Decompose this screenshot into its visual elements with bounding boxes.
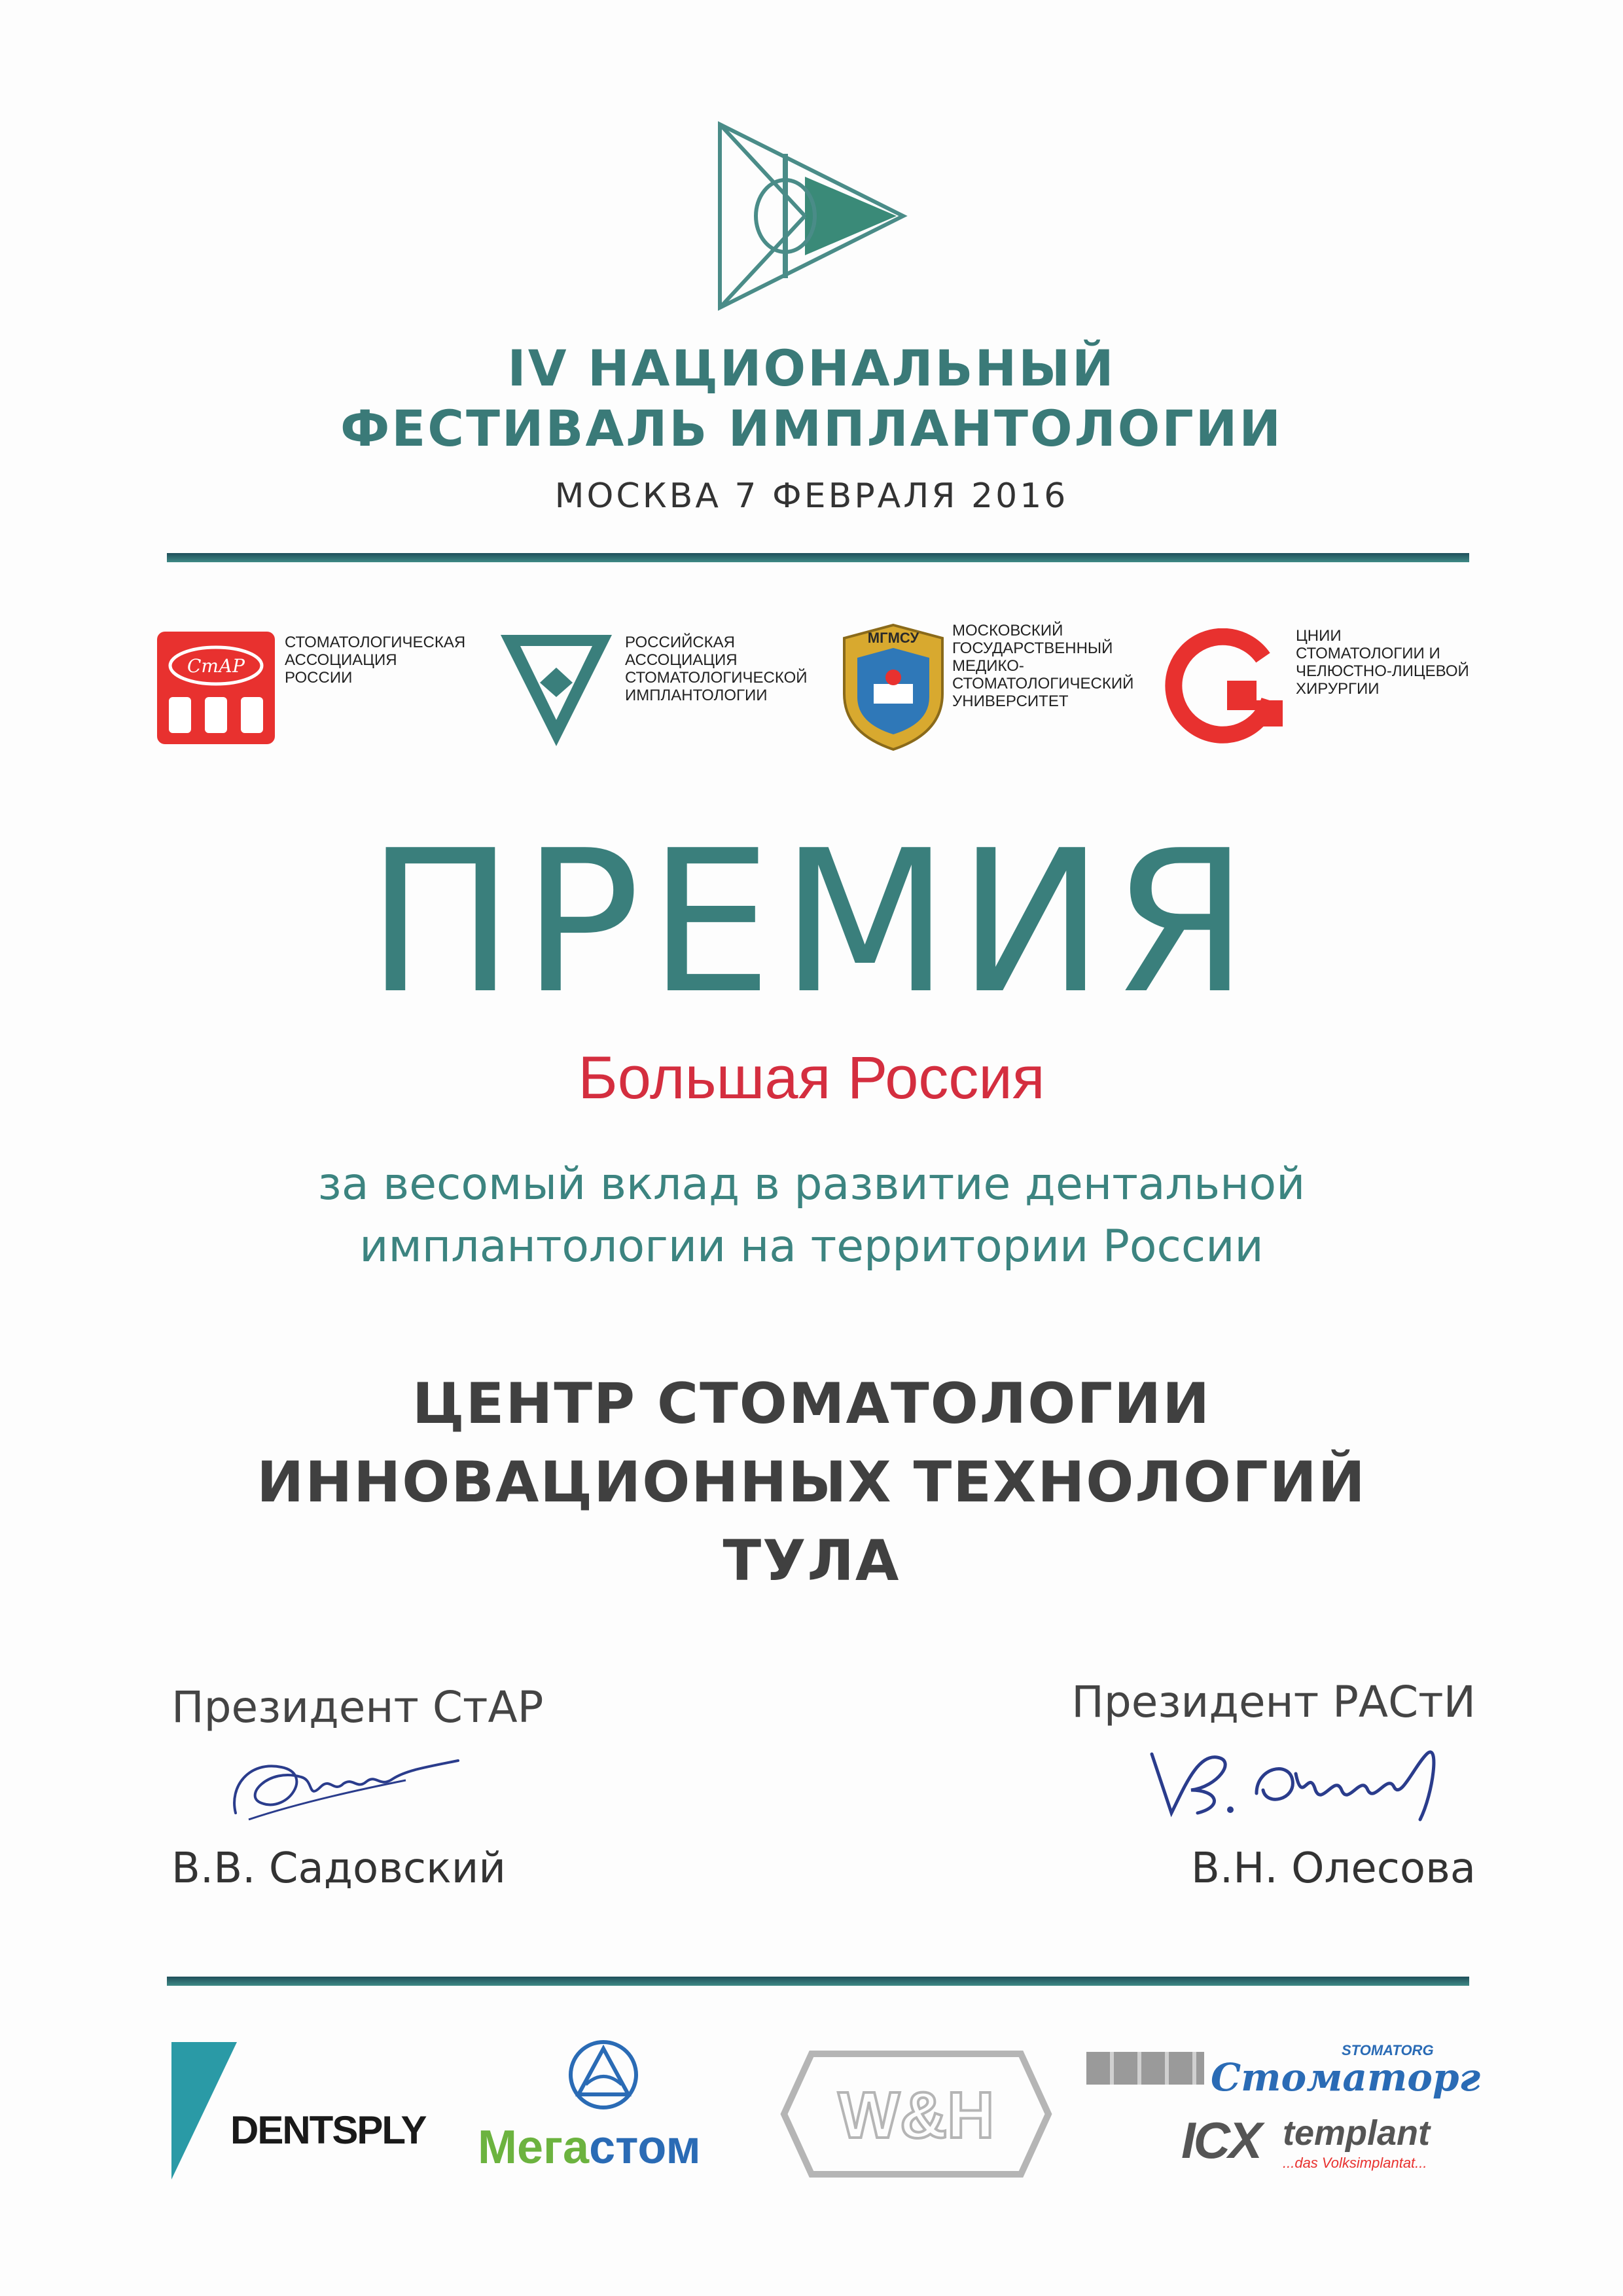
organizer-mgmsu-name: МОСКОВСКИЙ ГОСУДАРСТВЕННЫЙ МЕДИКО- СТОМАТОЛОГИЧЕСКИЙ УНИВЕРСИТЕТ [952, 622, 1134, 710]
stomatorg-strip [1086, 2052, 1204, 2085]
organizer-mgmsu [838, 622, 1152, 753]
award-reason-line1: за весомый вклад в развитие дентальной [317, 1158, 1306, 1210]
bottom-divider [167, 1977, 1469, 1986]
signature-left [209, 1741, 484, 1839]
star-logo [157, 632, 275, 744]
prize-title: ПРЕМИЯ [366, 808, 1257, 1037]
organizer-rasi [501, 622, 815, 753]
wh-wordmark: W&H [838, 2079, 995, 2152]
sponsor-megastom [471, 2042, 746, 2199]
icx-wordmark: ICX [1181, 2111, 1261, 2169]
templant-tagline: ...das Volksimplantat... [1283, 2155, 1427, 2171]
mgmsu-emblem [838, 622, 949, 753]
top-divider [167, 553, 1469, 562]
dentsply-wordmark: DENTSPLY [230, 2108, 426, 2152]
organizer-star-name: СТОМАТОЛОГИЧЕСКАЯ АССОЦИАЦИЯ РОССИИ [285, 634, 466, 687]
cniis-logo [1165, 628, 1286, 749]
stomatorg-small: STOMATORG [1342, 2042, 1434, 2058]
templant-wordmark: templant [1283, 2113, 1431, 2153]
organizer-rasi-name: РОССИЙСКАЯ АССОЦИАЦИЯ СТОМАТОЛОГИЧЕСКОЙ ИМПЛАНТОЛОГИИ [625, 634, 808, 704]
signatory-left-role: Президент СтАР [171, 1682, 544, 1732]
recipient-line3: ТУЛА [722, 1528, 901, 1594]
organizer-cniis [1165, 622, 1479, 753]
festival-title-line2: ФЕСТИВАЛЬ ИМПЛАНТОЛОГИИ [340, 399, 1283, 457]
prize-name: Большая Россия [578, 1045, 1045, 1111]
organizer-cniis-name: ЦНИИ СТОМАТОЛОГИИ И ЧЕЛЮСТНО-ЛИЦЕВОЙ ХИРУРГИИ [1296, 627, 1469, 698]
signatory-right-role: Президент РАСтИ [1071, 1677, 1476, 1727]
recipient-line1: ЦЕНТР СТОМАТОЛОГИИ [412, 1371, 1211, 1437]
award-reason-line2: имплантологии на территории России [359, 1221, 1264, 1272]
sponsor-stomatorg [1086, 2042, 1479, 2212]
organizer-star [157, 622, 491, 753]
festival-logo [707, 118, 929, 314]
festival-title-line1: IV НАЦИОНАЛЬНЫЙ [507, 339, 1116, 397]
megastom-wordmark: Мегастом [478, 2121, 701, 2174]
sponsor-dentsply [171, 2042, 433, 2186]
signatory-left-name: В.В. Садовский [171, 1844, 506, 1893]
star-logo-text: СтАР [187, 655, 245, 677]
signatory-right-name: В.Н. Олесова [1191, 1844, 1476, 1893]
sponsor-wh [779, 2042, 1054, 2186]
festival-date: МОСКВА 7 ФЕВРАЛЯ 2016 [554, 476, 1069, 516]
mgmsu-emblem-text: МГМСУ [867, 630, 919, 646]
signature-right [1126, 1728, 1492, 1839]
recipient-line2: ИННОВАЦИОННЫХ ТЕХНОЛОГИЙ [257, 1450, 1366, 1515]
rasi-logo [501, 632, 612, 749]
megastom-mark [563, 2039, 645, 2111]
stomatorg-wordmark: Стоматорг [1211, 2055, 1481, 2100]
